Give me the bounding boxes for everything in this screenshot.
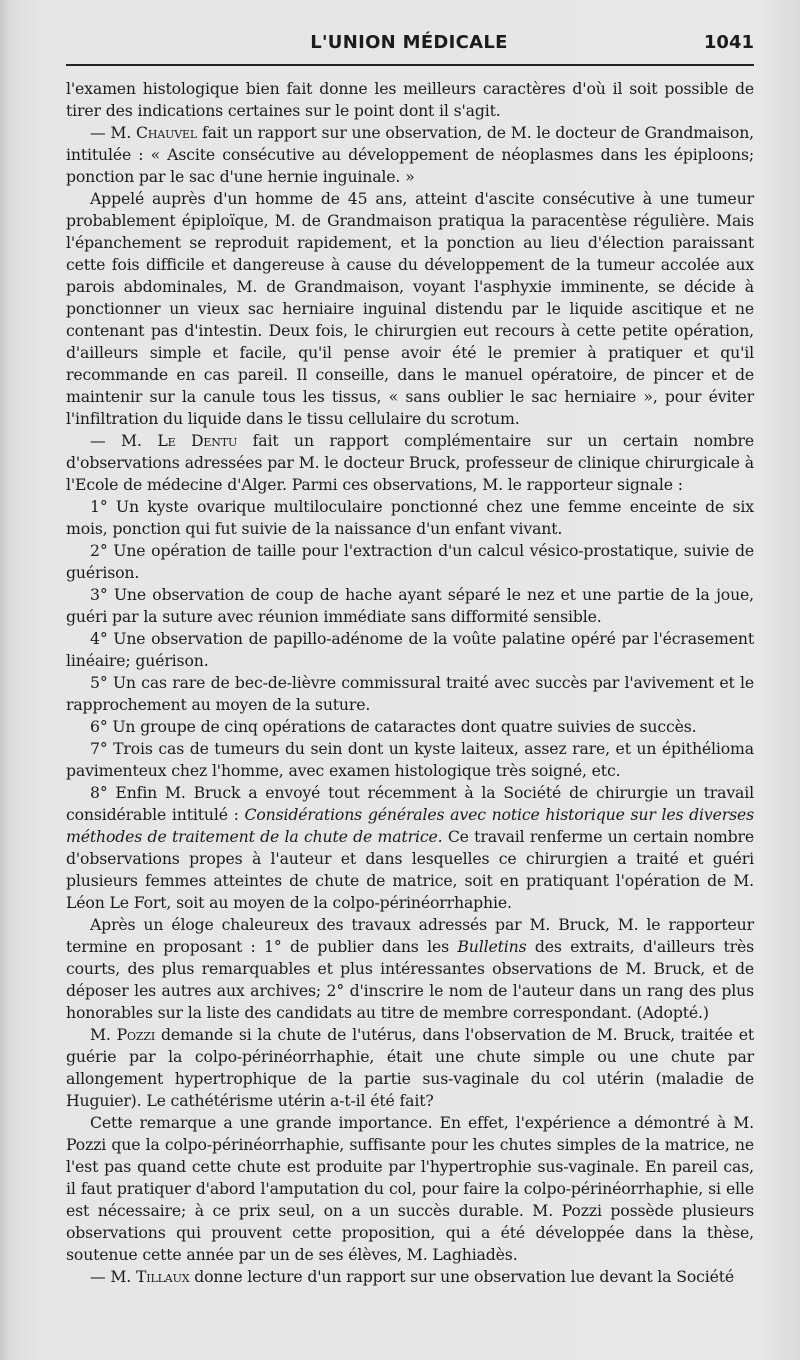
paragraph: Après un éloge chaleureux des travaux adressés par M. Bruck, M. le rapporteur termine en proposant : 1° de publier dans les Bulletins des extraits, d'ailleurs très courts, des plus remarquables et plus intéressantes observations de M. Bruck, et de déposer les autres aux archives; 2° d'inscrire le nom de l'auteur dans un rang des plus honorables sur la liste des candidats au titre de membre correspondant. (Adopté.) xyxy=(66,915,755,1022)
list-item: 5° Un cas rare de bec-de-lièvre commissural traité avec succès par l'avivement et le rapprochement au moyen de la suture. xyxy=(66,673,754,714)
speaker-name: Tillaux xyxy=(135,1267,190,1286)
list-item: 7° Trois cas de tumeurs du sein dont un kyste laiteux, assez rare, et un épithélioma pavimenteux chez l'homme, avec examen histologique très soigné, etc. xyxy=(66,739,754,780)
list-item: 6° Un groupe de cinq opérations de cataractes dont quatre suivies de succès. xyxy=(90,717,697,736)
publication-title: Bulletins xyxy=(457,937,527,956)
page-number: 1041 xyxy=(703,32,754,53)
paragraph: Cette remarque a une grande importance. En effet, l'expérience a démontré à M. Pozzi que la colpo-périnéorrhaphie, suffisante pour les chutes simples de la matrice, ne l'est pas quand cette chute est produite par l'hypertrophie sus-vaginale. En pareil cas, il faut pratiquer d'abord l'amputation du col, pour faire la colpo-périnéorrhaphie, si elle est nécessaire; à ce prix seul, on a un succès durable. M. Pozzi possède plusieurs observations qui prouvent cette proposition, qui a été développée dans la thèse, soutenue cette année par un de ses élèves, M. Laghiadès. xyxy=(66,1113,754,1264)
paragraph: l'examen histologique bien fait donne les meilleurs caractères d'où il soit possible de tirer des indications certaines sur le point dont il s'agit. xyxy=(66,79,754,120)
list-item: 3° Une observation de coup de hache ayant séparé le nez et une partie de la joue, guéri par la suture avec réunion immédiate sans difformité sensible. xyxy=(66,585,754,626)
list-item: 4° Une observation de papillo-adénome de la voûte palatine opéré par l'écrasement linéaire; guérison. xyxy=(66,629,754,670)
paragraph: Appelé auprès d'un homme de 45 ans, atteint d'ascite consécutive à une tumeur probablement épiploïque, M. de Grandmaison pratiqua la paracentèse régulière. Mais l'épanchement se reproduit rapidement, et la ponction au lieu d'élection paraissant cette fois difficile et dangereuse à cause du développement de la tumeur accolée aux parois abdominales, M. de Grandmaison, voyant l'asphyxie imminente, se décide à ponctionner un vieux sac herniaire inguinal distendu par le liquide ascitique et ne contenant pas d'intestin. Deux fois, le chirurgien eut recours à cette petite opération, d'ailleurs simple et facile, qu'il pense avoir été le premier à pratiquer et qu'il recommande en cas pareil. Il conseille, dans le manuel opératoire, de pincer et de maintenir sur la canule tous les tissus, « sans oublier le sac herniaire », pour éviter l'infiltration du liquide dans le tissu cellulaire du scrotum. xyxy=(66,189,754,428)
article-body xyxy=(66,78,754,1288)
paragraph: — M. Chauvel fait un rapport sur une observation, de M. le docteur de Grandmaison, intitulée : « Ascite consécutive au développement de néoplasmes dans les épiploons; ponction par le sac d'une hernie inguinale. » xyxy=(66,123,754,186)
speaker-name: Chauvel xyxy=(136,123,198,142)
speaker-name: Le Dentu xyxy=(157,431,238,450)
paragraph: M. Pozzi demande si la chute de l'utérus, dans l'observation de M. Bruck, traitée et guérie par la colpo-périnéorrhaphie, était une chute simple ou une chute par allongement hypertrophique de la partie sus-vaginale du col utérin (maladie de Huguier). Le cathétérisme utérin a-t-il été fait? xyxy=(66,1025,754,1110)
list-item: 8° Enfin M. Bruck a envoyé tout récemment à la Société de chirurgie un travail considérable intitulé : Considérations générales avec notice historique sur les diverses méthodes de traitement de la chute de matrice. Ce travail renferme un certain nombre d'observations propes à l'auteur et dans lesquelles ce chirurgien a traité et guéri plusieurs femmes atteintes de chute de matrice, soit en pratiquant l'opération de M. Léon Le Fort, soit au moyen de la colpo-périnéorrhaphie. xyxy=(66,783,755,912)
paragraph: — M. Tillaux donne lecture d'un rapport sur une observation lue devant la Société xyxy=(90,1267,735,1286)
list-item: 2° Une opération de taille pour l'extraction d'un calcul vésico-prostatique, suivie de guérison. xyxy=(66,541,754,582)
paragraph: — M. Le Dentu fait un rapport complémentaire sur un certain nombre d'observations adressées par M. le docteur Bruck, professeur de clinique chirurgicale à l'Ecole de médecine d'Alger. Parmi ces observations, M. le rapporteur signale : xyxy=(66,431,754,494)
running-title: L'UNION MÉDICALE xyxy=(310,32,508,53)
work-title: Considérations générales avec notice historique sur les diverses méthodes de traitement de la chute de matrice. xyxy=(66,805,755,846)
header-rule xyxy=(66,64,754,66)
list-item: 1° Un kyste ovarique multiloculaire ponctionné chez une femme enceinte de six mois, ponction qui fut suivie de la naissance d'un enfant vivant. xyxy=(66,497,754,538)
page-header xyxy=(64,30,754,60)
speaker-name: Pozzi xyxy=(116,1025,156,1044)
